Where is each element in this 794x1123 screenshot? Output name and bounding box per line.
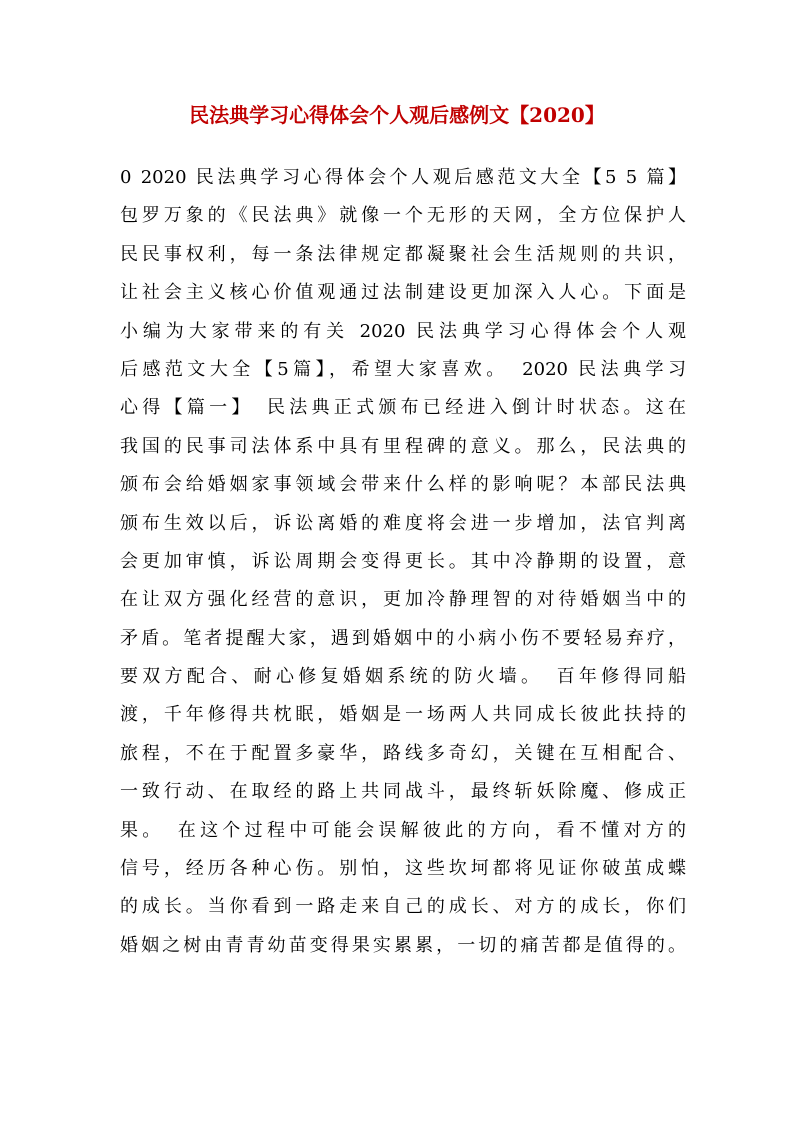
document-title: 民法典学习心得体会个人观后感例文【2020】 [189, 103, 605, 127]
body-line: 要双方配合、耐心修复婚姻系统的防火墙。 百年修得同船 [120, 666, 686, 688]
body-line: 一致行动、在取经的路上共同战斗，最终斩妖除魔、修成正 [120, 781, 686, 803]
body-line: 民民事权利，每一条法律规定都凝聚社会生活规则的共识， [120, 243, 686, 265]
body-line: 果。 在这个过程中可能会误解彼此的方向，看不懂对方的 [120, 819, 686, 841]
document-body [120, 159, 686, 965]
body-line: 会更加审慎，诉讼周期会变得更长。其中冷静期的设置，意 [120, 550, 686, 572]
body-line: 小编为大家带来的有关 2020 民法典学习心得体会个人观 [120, 320, 686, 342]
body-line: 渡，千年修得共枕眠，婚姻是一场两人共同成长彼此扶持的 [120, 704, 686, 726]
body-line: 信号，经历各种心伤。别怕，这些坎坷都将见证你破茧成蝶 [120, 858, 686, 880]
body-line: 在让双方强化经营的意识，更加冷静理智的对待婚姻当中的 [120, 589, 686, 611]
body-line: 颁布会给婚姻家事领域会带来什么样的影响呢？本部民法典 [120, 474, 686, 496]
body-line: 颁布生效以后，诉讼离婚的难度将会进一步增加，法官判离 [120, 512, 686, 534]
body-line: 婚姻之树由青青幼苗变得果实累累，一切的痛苦都是值得的。 [120, 934, 686, 956]
body-line: 后感范文大全【5篇】，希望大家喜欢。 2020 民法典学习 [120, 358, 686, 380]
body-line: 0 2020 民法典学习心得体会个人观后感范文大全【5 5 篇】 [120, 167, 686, 188]
body-line: 心得【篇一】 民法典正式颁布已经进入倒计时状态。这在 [120, 397, 686, 419]
body-line: 矛盾。笔者提醒大家，遇到婚姻中的小病小伤不要轻易弃疗， [120, 627, 686, 649]
body-line: 旅程，不在于配置多豪华，路线多奇幻，关键在互相配合、 [120, 742, 686, 764]
body-line: 的成长。当你看到一路走来自己的成长、对方的成长，你们 [120, 896, 686, 918]
body-line: 让社会主义核心价值观通过法制建设更加深入人心。下面是 [120, 282, 686, 304]
body-line: 包罗万象的《民法典》就像一个无形的天网，全方位保护人 [120, 205, 686, 227]
body-line: 我国的民事司法体系中具有里程碑的意义。那么，民法典的 [120, 435, 686, 457]
